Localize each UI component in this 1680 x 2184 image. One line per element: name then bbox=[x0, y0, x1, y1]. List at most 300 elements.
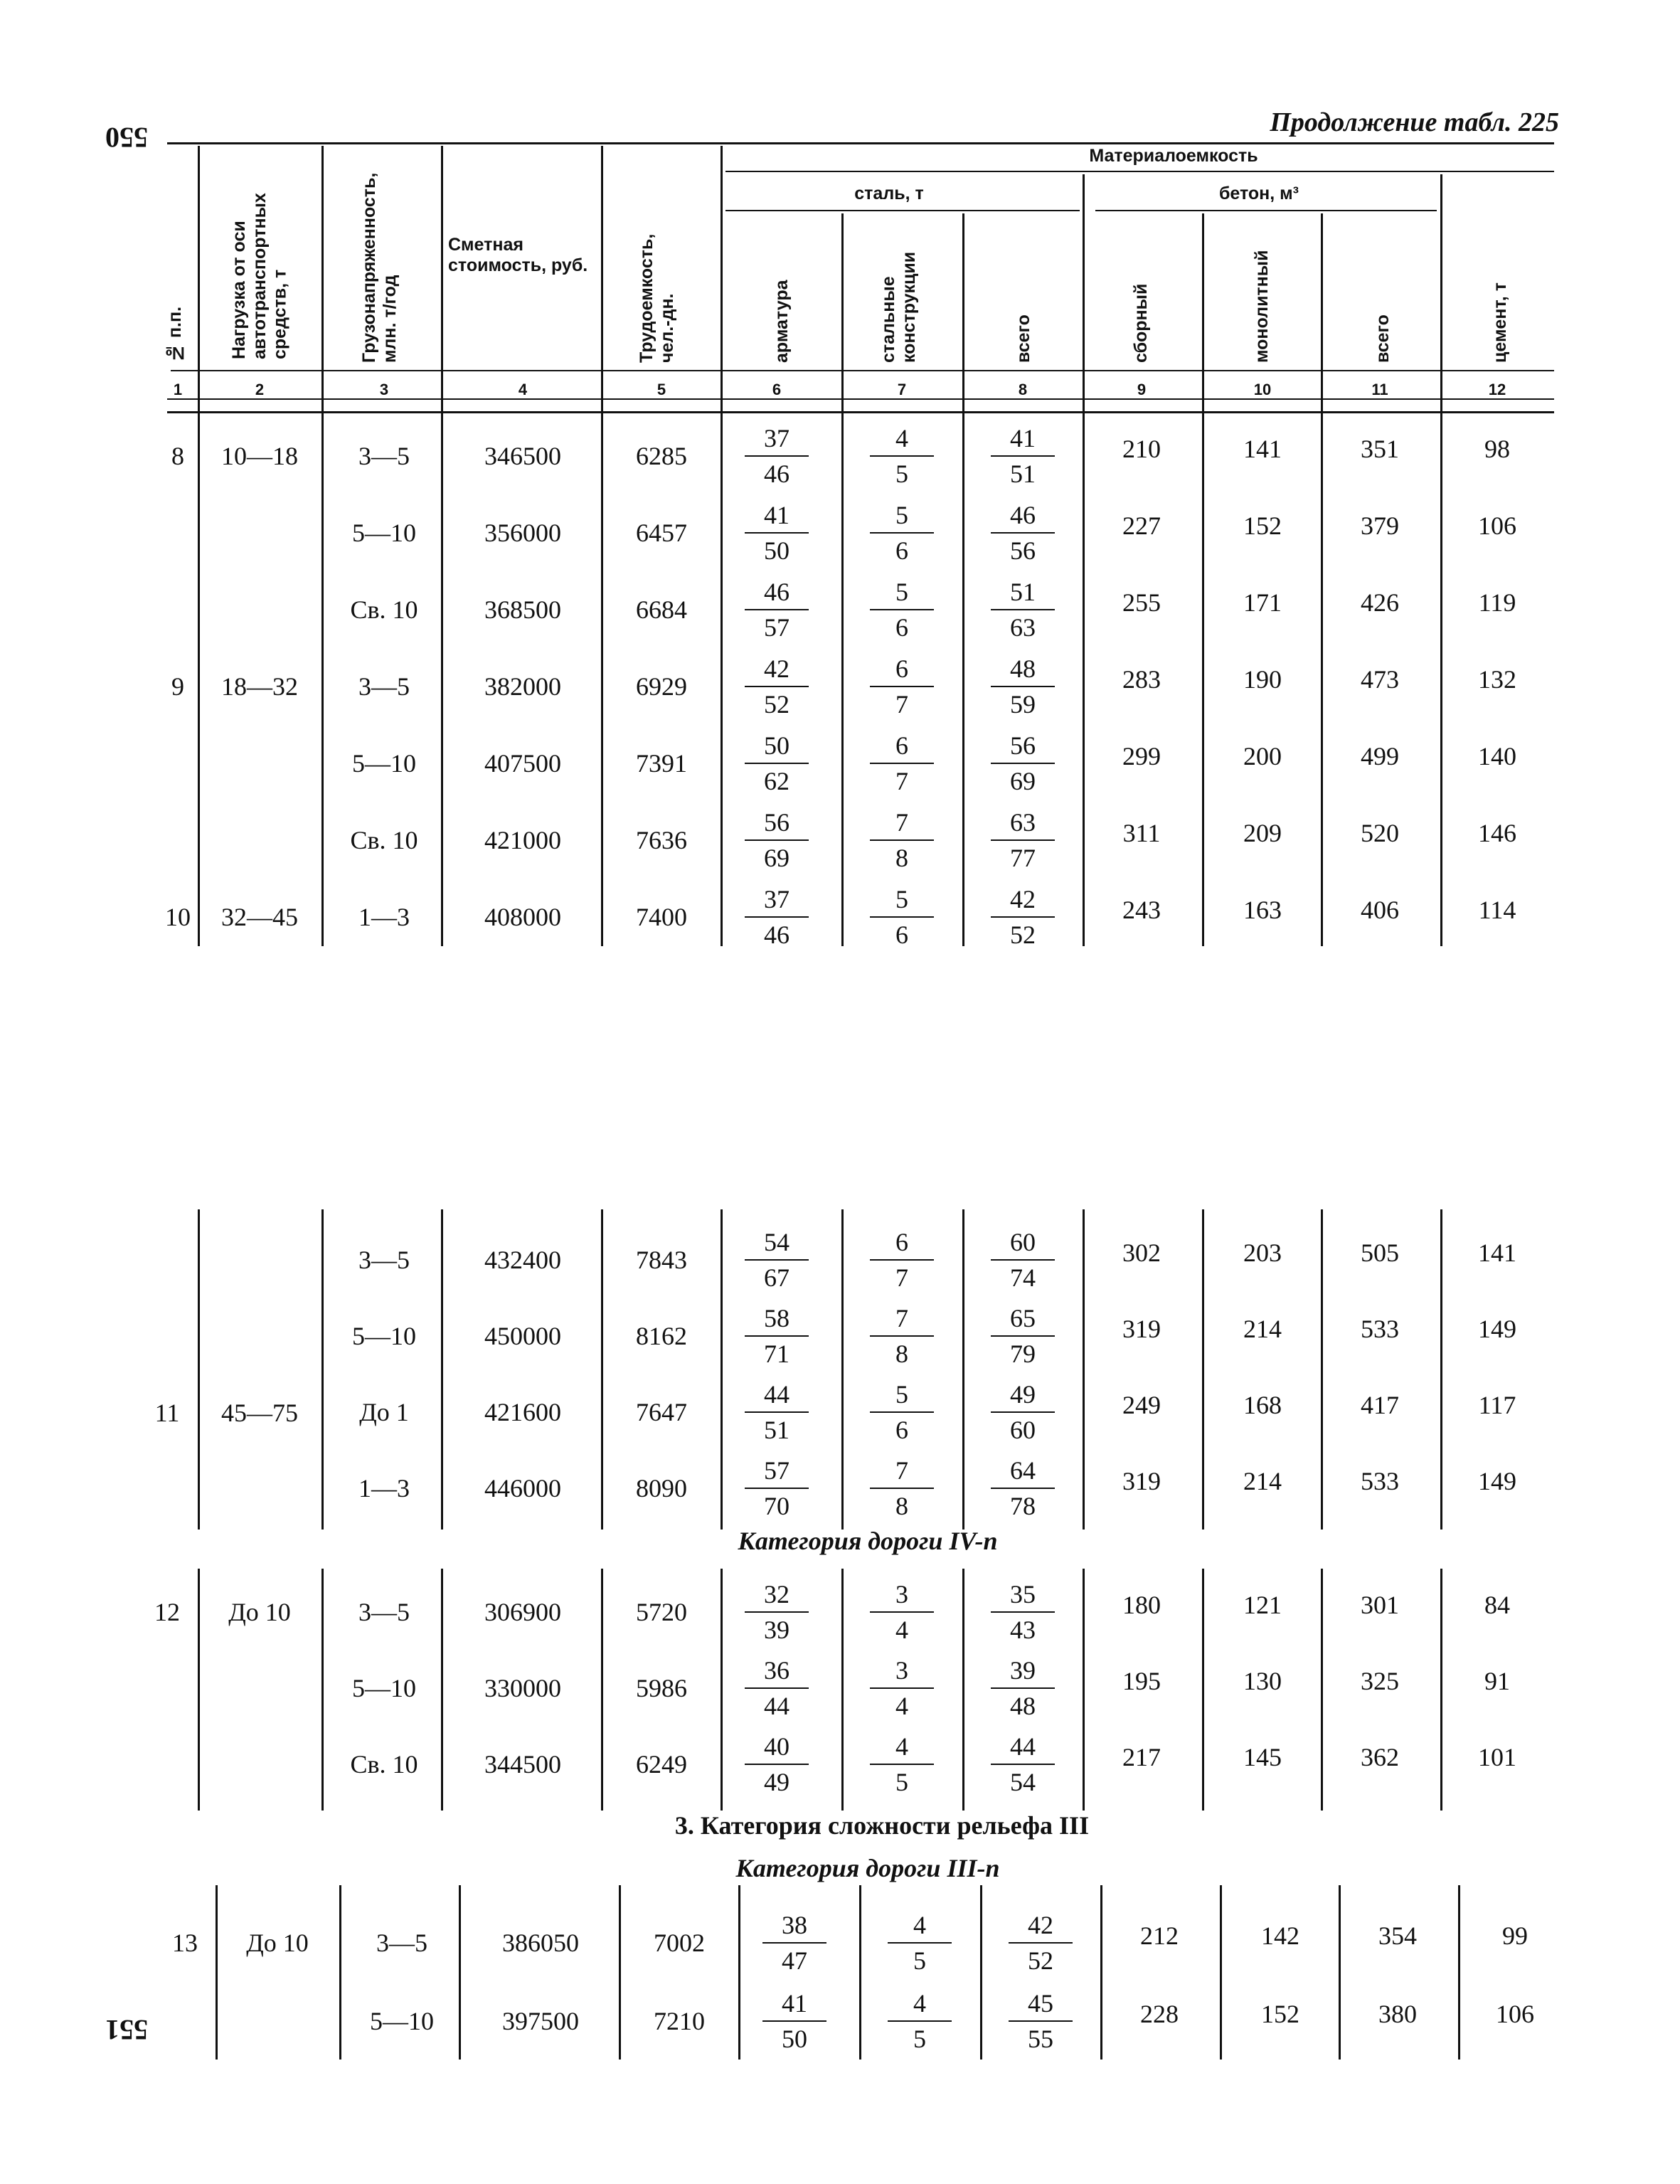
steel-constr-cell bbox=[870, 1734, 934, 1795]
section-relief: 3. Категория сложности рельефа III bbox=[674, 1811, 1090, 1840]
table-rule bbox=[1458, 1885, 1460, 2060]
concrete-total-cell: 473 bbox=[1361, 665, 1399, 694]
monolithic-cell: 171 bbox=[1243, 588, 1282, 617]
armature-cell bbox=[745, 656, 809, 717]
header-col3: Грузонапряженность, млн. т/год bbox=[359, 172, 400, 363]
cement-cell: 149 bbox=[1478, 1467, 1516, 1495]
table-rule bbox=[1321, 413, 1323, 946]
armature-cell-numerator: 37 bbox=[745, 886, 809, 918]
continuation-title: Продолжение табл. 225 bbox=[1270, 107, 1559, 137]
labor-cell: 7636 bbox=[636, 826, 687, 854]
steel-constr-cell-numerator: 6 bbox=[870, 656, 934, 687]
concrete-total-cell: 533 bbox=[1361, 1315, 1399, 1343]
monolithic-cell: 214 bbox=[1243, 1467, 1282, 1495]
column-number: 4 bbox=[518, 381, 528, 398]
steel-constr-cell-numerator: 5 bbox=[870, 886, 934, 918]
column-number: 3 bbox=[379, 381, 389, 398]
steel-total-cell bbox=[991, 886, 1055, 948]
concrete-total-cell: 380 bbox=[1378, 2000, 1417, 2028]
table-rule bbox=[441, 1569, 443, 1811]
armature-cell bbox=[745, 810, 809, 871]
armature-cell-numerator: 37 bbox=[745, 425, 809, 457]
steel-constr-cell bbox=[870, 502, 934, 563]
steel-constr-cell bbox=[870, 886, 934, 948]
steel-total-cell-numerator: 56 bbox=[991, 733, 1055, 764]
labor-cell: 7647 bbox=[636, 1398, 687, 1426]
column-number: 7 bbox=[897, 381, 907, 398]
steel-total-cell-numerator: 44 bbox=[991, 1734, 1055, 1765]
header-col5: Трудоемкость, чел.-дн. bbox=[637, 233, 677, 363]
monolithic-cell: 145 bbox=[1243, 1743, 1282, 1771]
steel-total-cell bbox=[991, 425, 1055, 487]
monolithic-cell: 130 bbox=[1243, 1667, 1282, 1695]
steel-constr-cell bbox=[870, 1305, 934, 1367]
monolithic-cell: 203 bbox=[1243, 1239, 1282, 1267]
steel-constr-cell-denominator: 7 bbox=[895, 1263, 908, 1292]
armature-cell bbox=[745, 1658, 809, 1719]
armature-cell-denominator: 46 bbox=[764, 921, 790, 949]
cargo-cell: 3—5 bbox=[358, 1246, 410, 1274]
cement-cell: 149 bbox=[1478, 1315, 1516, 1343]
table-rule bbox=[841, 1209, 844, 1530]
armature-cell-denominator: 44 bbox=[764, 1692, 790, 1720]
labor-cell: 5986 bbox=[636, 1674, 687, 1702]
table-rule bbox=[198, 1209, 200, 1530]
table-rule bbox=[1202, 1209, 1204, 1530]
steel-constr-cell-numerator: 7 bbox=[870, 1458, 934, 1489]
steel-total-cell bbox=[991, 1382, 1055, 1443]
steel-total-cell-denominator: 55 bbox=[1028, 2025, 1053, 2053]
armature-cell-denominator: 57 bbox=[764, 613, 790, 642]
steel-total-cell bbox=[1009, 1990, 1073, 2052]
steel-total-cell-numerator: 51 bbox=[991, 579, 1055, 610]
steel-total-cell-denominator: 78 bbox=[1010, 1492, 1036, 1520]
armature-cell-denominator: 51 bbox=[764, 1416, 790, 1444]
table-rule bbox=[1440, 413, 1442, 946]
cement-cell: 132 bbox=[1478, 665, 1516, 694]
row-number: 13 bbox=[172, 1929, 198, 1957]
cement-cell: 119 bbox=[1478, 588, 1516, 617]
steel-constr-cell bbox=[888, 1990, 952, 2052]
cement-cell: 106 bbox=[1496, 2000, 1534, 2028]
armature-cell bbox=[745, 579, 809, 640]
steel-total-cell bbox=[991, 1458, 1055, 1519]
steel-constr-cell bbox=[870, 1581, 934, 1643]
concrete-total-cell: 417 bbox=[1361, 1391, 1399, 1419]
steel-constr-cell bbox=[870, 579, 934, 640]
armature-cell-numerator: 38 bbox=[762, 1912, 826, 1944]
armature-cell-numerator: 42 bbox=[745, 656, 809, 687]
table-rule bbox=[1321, 1569, 1323, 1811]
row-number: 11 bbox=[154, 1399, 180, 1427]
labor-cell: 8162 bbox=[636, 1322, 687, 1350]
armature-cell-numerator: 54 bbox=[745, 1229, 809, 1261]
steel-constr-cell-denominator: 7 bbox=[895, 767, 908, 795]
table-rule bbox=[980, 1885, 982, 2060]
armature-cell-denominator: 47 bbox=[782, 1946, 807, 1975]
table-rule bbox=[441, 413, 443, 946]
precast-cell: 243 bbox=[1122, 896, 1161, 924]
armature-cell bbox=[745, 1229, 809, 1290]
table-rule bbox=[601, 1209, 603, 1530]
column-number: 6 bbox=[772, 381, 782, 398]
labor-cell: 6249 bbox=[636, 1750, 687, 1779]
column-number: 10 bbox=[1253, 381, 1272, 398]
concrete-total-cell: 505 bbox=[1361, 1239, 1399, 1267]
load-cell: 10—18 bbox=[221, 442, 298, 470]
steel-constr-cell-denominator: 8 bbox=[895, 1492, 908, 1520]
steel-total-cell-denominator: 59 bbox=[1010, 690, 1036, 719]
cement-cell: 84 bbox=[1484, 1591, 1510, 1619]
table-rule bbox=[1321, 1209, 1323, 1530]
steel-constr-cell bbox=[870, 1382, 934, 1443]
table-rule bbox=[198, 1569, 200, 1811]
column-number: 12 bbox=[1488, 381, 1506, 398]
steel-total-cell-denominator: 79 bbox=[1010, 1340, 1036, 1368]
concrete-total-cell: 499 bbox=[1361, 742, 1399, 770]
monolithic-cell: 141 bbox=[1243, 435, 1282, 463]
header-col6: арматура bbox=[772, 280, 792, 363]
steel-total-cell-numerator: 48 bbox=[991, 656, 1055, 687]
steel-constr-cell-numerator: 4 bbox=[870, 425, 934, 457]
table-rule bbox=[1440, 1569, 1442, 1811]
column-number: 2 bbox=[255, 381, 265, 398]
steel-total-cell-denominator: 56 bbox=[1010, 536, 1036, 565]
cargo-cell: 3—5 bbox=[376, 1929, 427, 1957]
steel-constr-cell bbox=[870, 1658, 934, 1719]
armature-cell bbox=[745, 733, 809, 794]
labor-cell: 7210 bbox=[654, 2007, 705, 2035]
header-col1: № п.п. bbox=[165, 306, 185, 363]
armature-cell bbox=[745, 1734, 809, 1795]
steel-constr-cell bbox=[870, 656, 934, 717]
precast-cell: 319 bbox=[1122, 1467, 1161, 1495]
table-rule bbox=[441, 1209, 443, 1530]
cost-cell: 386050 bbox=[502, 1929, 579, 1957]
cost-cell: 446000 bbox=[484, 1474, 561, 1502]
load-cell: 18—32 bbox=[221, 672, 298, 701]
steel-total-cell bbox=[991, 1658, 1055, 1719]
steel-total-cell-numerator: 64 bbox=[991, 1458, 1055, 1489]
page-number-bottom: 551 bbox=[105, 2014, 148, 2046]
steel-constr-cell-denominator: 6 bbox=[895, 613, 908, 642]
steel-constr-cell-numerator: 5 bbox=[870, 579, 934, 610]
labor-cell: 7391 bbox=[636, 749, 687, 778]
armature-cell bbox=[745, 425, 809, 487]
armature-cell bbox=[745, 502, 809, 563]
header-col2: Нагрузка от оси автотранспортных средств, т bbox=[229, 193, 290, 359]
precast-cell: 210 bbox=[1122, 435, 1161, 463]
cement-cell: 101 bbox=[1478, 1743, 1516, 1771]
concrete-total-cell: 426 bbox=[1361, 588, 1399, 617]
table-rule bbox=[721, 413, 723, 946]
cost-cell: 432400 bbox=[484, 1246, 561, 1274]
table-rule bbox=[1339, 1885, 1341, 2060]
steel-constr-cell bbox=[870, 1229, 934, 1290]
armature-cell-numerator: 58 bbox=[745, 1305, 809, 1337]
concrete-total-cell: 406 bbox=[1361, 896, 1399, 924]
steel-total-cell-denominator: 77 bbox=[1010, 844, 1036, 872]
header-col10: монолитный bbox=[1252, 250, 1272, 363]
steel-constr-cell bbox=[870, 1458, 934, 1519]
steel-constr-cell-numerator: 5 bbox=[870, 502, 934, 534]
armature-cell-denominator: 39 bbox=[764, 1616, 790, 1644]
precast-cell: 227 bbox=[1122, 511, 1161, 540]
armature-cell-denominator: 67 bbox=[764, 1263, 790, 1292]
steel-total-cell-denominator: 52 bbox=[1028, 1946, 1053, 1975]
labor-cell: 7002 bbox=[654, 1929, 705, 1957]
cement-cell: 99 bbox=[1502, 1921, 1528, 1950]
table-rule bbox=[738, 1885, 740, 2060]
steel-total-cell bbox=[991, 502, 1055, 563]
labor-cell: 8090 bbox=[636, 1474, 687, 1502]
precast-cell: 283 bbox=[1122, 665, 1161, 694]
monolithic-cell: 121 bbox=[1243, 1591, 1282, 1619]
cement-cell: 140 bbox=[1478, 742, 1516, 770]
cargo-cell: 3—5 bbox=[358, 442, 410, 470]
table-rule bbox=[1440, 1209, 1442, 1530]
cargo-cell: 5—10 bbox=[352, 519, 416, 547]
section-road-iii: Категория дороги III-п bbox=[735, 1854, 1000, 1882]
precast-cell: 212 bbox=[1140, 1921, 1179, 1950]
cement-cell: 117 bbox=[1478, 1391, 1516, 1419]
steel-total-cell bbox=[991, 1734, 1055, 1795]
steel-constr-cell bbox=[870, 733, 934, 794]
steel-total-cell-denominator: 51 bbox=[1010, 460, 1036, 488]
steel-total-cell-denominator: 63 bbox=[1010, 613, 1036, 642]
header-material-group: Материалоемкость bbox=[1089, 146, 1258, 166]
cement-cell: 141 bbox=[1478, 1239, 1516, 1267]
concrete-total-cell: 362 bbox=[1361, 1743, 1399, 1771]
header-col9: сборный bbox=[1131, 283, 1151, 363]
table-rule bbox=[841, 413, 844, 946]
cargo-cell: До 1 bbox=[359, 1398, 409, 1426]
steel-total-cell-denominator: 43 bbox=[1010, 1616, 1036, 1644]
cargo-cell: 5—10 bbox=[352, 1674, 416, 1702]
monolithic-cell: 152 bbox=[1261, 2000, 1299, 2028]
steel-total-cell-denominator: 54 bbox=[1010, 1768, 1036, 1796]
steel-constr-cell-numerator: 5 bbox=[870, 1382, 934, 1413]
steel-constr-cell-numerator: 6 bbox=[870, 1229, 934, 1261]
load-cell: До 10 bbox=[228, 1598, 291, 1626]
cost-cell: 330000 bbox=[484, 1674, 561, 1702]
row-number: 10 bbox=[165, 903, 191, 931]
column-number: 5 bbox=[656, 381, 666, 398]
steel-total-cell bbox=[991, 1229, 1055, 1290]
header-col8: всего bbox=[1014, 314, 1033, 363]
labor-cell: 6929 bbox=[636, 672, 687, 701]
concrete-total-cell: 325 bbox=[1361, 1667, 1399, 1695]
steel-total-cell-numerator: 42 bbox=[991, 886, 1055, 918]
precast-cell: 249 bbox=[1122, 1391, 1161, 1419]
column-number: 9 bbox=[1137, 381, 1147, 398]
table-rule bbox=[321, 1209, 324, 1530]
load-cell: До 10 bbox=[246, 1929, 309, 1957]
cost-cell: 344500 bbox=[484, 1750, 561, 1779]
row-number: 12 bbox=[154, 1598, 180, 1626]
steel-constr-cell-denominator: 5 bbox=[913, 1946, 926, 1975]
steel-constr-cell-denominator: 5 bbox=[913, 2025, 926, 2053]
cargo-cell: 5—10 bbox=[352, 749, 416, 778]
precast-cell: 299 bbox=[1122, 742, 1161, 770]
steel-total-cell-denominator: 74 bbox=[1010, 1263, 1036, 1292]
armature-cell-denominator: 70 bbox=[764, 1492, 790, 1520]
steel-constr-cell-denominator: 8 bbox=[895, 1340, 908, 1368]
steel-constr-cell-numerator: 3 bbox=[870, 1581, 934, 1613]
steel-constr-cell-numerator: 4 bbox=[888, 1990, 952, 2022]
precast-cell: 195 bbox=[1122, 1667, 1161, 1695]
steel-constr-cell-numerator: 7 bbox=[870, 1305, 934, 1337]
labor-cell: 7843 bbox=[636, 1246, 687, 1274]
row-number: 9 bbox=[171, 672, 184, 701]
table-rule bbox=[1083, 1569, 1085, 1811]
cost-cell: 356000 bbox=[484, 519, 561, 547]
armature-cell bbox=[745, 1581, 809, 1643]
load-cell: 45—75 bbox=[221, 1399, 298, 1427]
cargo-cell: Св. 10 bbox=[350, 826, 418, 854]
concrete-total-cell: 354 bbox=[1378, 1921, 1417, 1950]
table-rule bbox=[721, 1209, 723, 1530]
steel-constr-cell-numerator: 3 bbox=[870, 1658, 934, 1689]
header-col4: Сметная стоимость, руб. bbox=[448, 235, 588, 275]
table-rule bbox=[459, 1885, 461, 2060]
cargo-cell: 1—3 bbox=[358, 1474, 410, 1502]
labor-cell: 7400 bbox=[636, 903, 687, 931]
steel-total-cell-denominator: 60 bbox=[1010, 1416, 1036, 1444]
cost-cell: 306900 bbox=[484, 1598, 561, 1626]
labor-cell: 6285 bbox=[636, 442, 687, 470]
steel-constr-cell-denominator: 7 bbox=[895, 690, 908, 719]
table-rule bbox=[841, 1569, 844, 1811]
precast-cell: 311 bbox=[1122, 819, 1161, 847]
armature-cell-denominator: 69 bbox=[764, 844, 790, 872]
table-rule bbox=[321, 413, 324, 946]
cement-cell: 91 bbox=[1484, 1667, 1510, 1695]
cargo-cell: 3—5 bbox=[358, 1598, 410, 1626]
armature-cell-numerator: 36 bbox=[745, 1658, 809, 1689]
monolithic-cell: 152 bbox=[1243, 511, 1282, 540]
steel-total-cell-numerator: 35 bbox=[991, 1581, 1055, 1613]
armature-cell-denominator: 50 bbox=[764, 536, 790, 565]
steel-constr-cell-denominator: 4 bbox=[895, 1616, 908, 1644]
armature-cell-numerator: 32 bbox=[745, 1581, 809, 1613]
table-rule bbox=[1083, 413, 1085, 946]
steel-constr-cell bbox=[870, 810, 934, 871]
cargo-cell: Св. 10 bbox=[350, 595, 418, 624]
steel-constr-cell bbox=[888, 1912, 952, 1973]
cost-cell: 397500 bbox=[502, 2007, 579, 2035]
table-rule bbox=[859, 1885, 861, 2060]
cost-cell: 421600 bbox=[484, 1398, 561, 1426]
steel-total-cell bbox=[991, 656, 1055, 717]
steel-constr-cell-numerator: 4 bbox=[870, 1734, 934, 1765]
precast-cell: 228 bbox=[1140, 2000, 1179, 2028]
table-rule bbox=[1202, 413, 1204, 946]
table-rule bbox=[1220, 1885, 1222, 2060]
steel-total-cell bbox=[991, 810, 1055, 871]
steel-constr-cell-denominator: 6 bbox=[895, 1416, 908, 1444]
armature-cell bbox=[745, 1458, 809, 1519]
header-steel: сталь, т bbox=[854, 184, 924, 203]
header-col12: цемент, т bbox=[1490, 282, 1510, 363]
steel-total-cell-numerator: 60 bbox=[991, 1229, 1055, 1261]
armature-cell-denominator: 46 bbox=[764, 460, 790, 488]
cement-cell: 114 bbox=[1478, 896, 1516, 924]
labor-cell: 6457 bbox=[636, 519, 687, 547]
cargo-cell: 5—10 bbox=[370, 2007, 434, 2035]
steel-total-cell bbox=[991, 733, 1055, 794]
cement-cell: 146 bbox=[1478, 819, 1516, 847]
steel-total-cell-numerator: 45 bbox=[1009, 1990, 1073, 2022]
header-col11: всего bbox=[1373, 314, 1393, 363]
steel-constr-cell-denominator: 5 bbox=[895, 460, 908, 488]
armature-cell-denominator: 71 bbox=[764, 1340, 790, 1368]
table-rule bbox=[619, 1885, 621, 2060]
steel-total-cell bbox=[1009, 1912, 1073, 1973]
cost-cell: 421000 bbox=[484, 826, 561, 854]
armature-cell-denominator: 52 bbox=[764, 690, 790, 719]
steel-constr-cell-denominator: 5 bbox=[895, 1768, 908, 1796]
armature-cell bbox=[745, 1305, 809, 1367]
table-rule bbox=[216, 1885, 218, 2060]
precast-cell: 302 bbox=[1122, 1239, 1161, 1267]
steel-total-cell-denominator: 69 bbox=[1010, 767, 1036, 795]
monolithic-cell: 168 bbox=[1243, 1391, 1282, 1419]
cargo-cell: 5—10 bbox=[352, 1322, 416, 1350]
armature-cell bbox=[762, 1990, 826, 2052]
labor-cell: 6684 bbox=[636, 595, 687, 624]
header-col7: стальные конструкции bbox=[878, 251, 919, 363]
page-number-top: 550 bbox=[105, 122, 148, 154]
table-rule bbox=[1083, 1209, 1085, 1530]
armature-cell-denominator: 62 bbox=[764, 767, 790, 795]
table-rule bbox=[1202, 1569, 1204, 1811]
table-rule bbox=[601, 413, 603, 946]
load-cell: 32—45 bbox=[221, 903, 298, 931]
steel-total-cell-denominator: 52 bbox=[1010, 921, 1036, 949]
cost-cell: 346500 bbox=[484, 442, 561, 470]
precast-cell: 255 bbox=[1122, 588, 1161, 617]
column-number: 1 bbox=[173, 381, 183, 398]
steel-constr-cell-denominator: 6 bbox=[895, 921, 908, 949]
cement-cell: 106 bbox=[1478, 511, 1516, 540]
cargo-cell: 3—5 bbox=[358, 672, 410, 701]
steel-total-cell bbox=[991, 1581, 1055, 1643]
monolithic-cell: 200 bbox=[1243, 742, 1282, 770]
armature-cell-numerator: 50 bbox=[745, 733, 809, 764]
monolithic-cell: 209 bbox=[1243, 819, 1282, 847]
steel-constr-cell bbox=[870, 425, 934, 487]
cargo-cell: 1—3 bbox=[358, 903, 410, 931]
precast-cell: 180 bbox=[1122, 1591, 1161, 1619]
steel-total-cell-numerator: 65 bbox=[991, 1305, 1055, 1337]
monolithic-cell: 190 bbox=[1243, 665, 1282, 694]
monolithic-cell: 142 bbox=[1261, 1921, 1299, 1950]
concrete-total-cell: 301 bbox=[1361, 1591, 1399, 1619]
cost-cell: 450000 bbox=[484, 1322, 561, 1350]
steel-total-cell-numerator: 39 bbox=[991, 1658, 1055, 1689]
armature-cell-denominator: 49 bbox=[764, 1768, 790, 1796]
armature-cell-numerator: 41 bbox=[762, 1990, 826, 2022]
steel-constr-cell-denominator: 8 bbox=[895, 844, 908, 872]
column-number: 11 bbox=[1371, 381, 1388, 398]
steel-total-cell-numerator: 49 bbox=[991, 1382, 1055, 1413]
table-rule bbox=[1100, 1885, 1102, 2060]
steel-total-cell bbox=[991, 1305, 1055, 1367]
cost-cell: 368500 bbox=[484, 595, 561, 624]
header-concrete: бетон, м³ bbox=[1218, 184, 1299, 203]
concrete-total-cell: 533 bbox=[1361, 1467, 1399, 1495]
